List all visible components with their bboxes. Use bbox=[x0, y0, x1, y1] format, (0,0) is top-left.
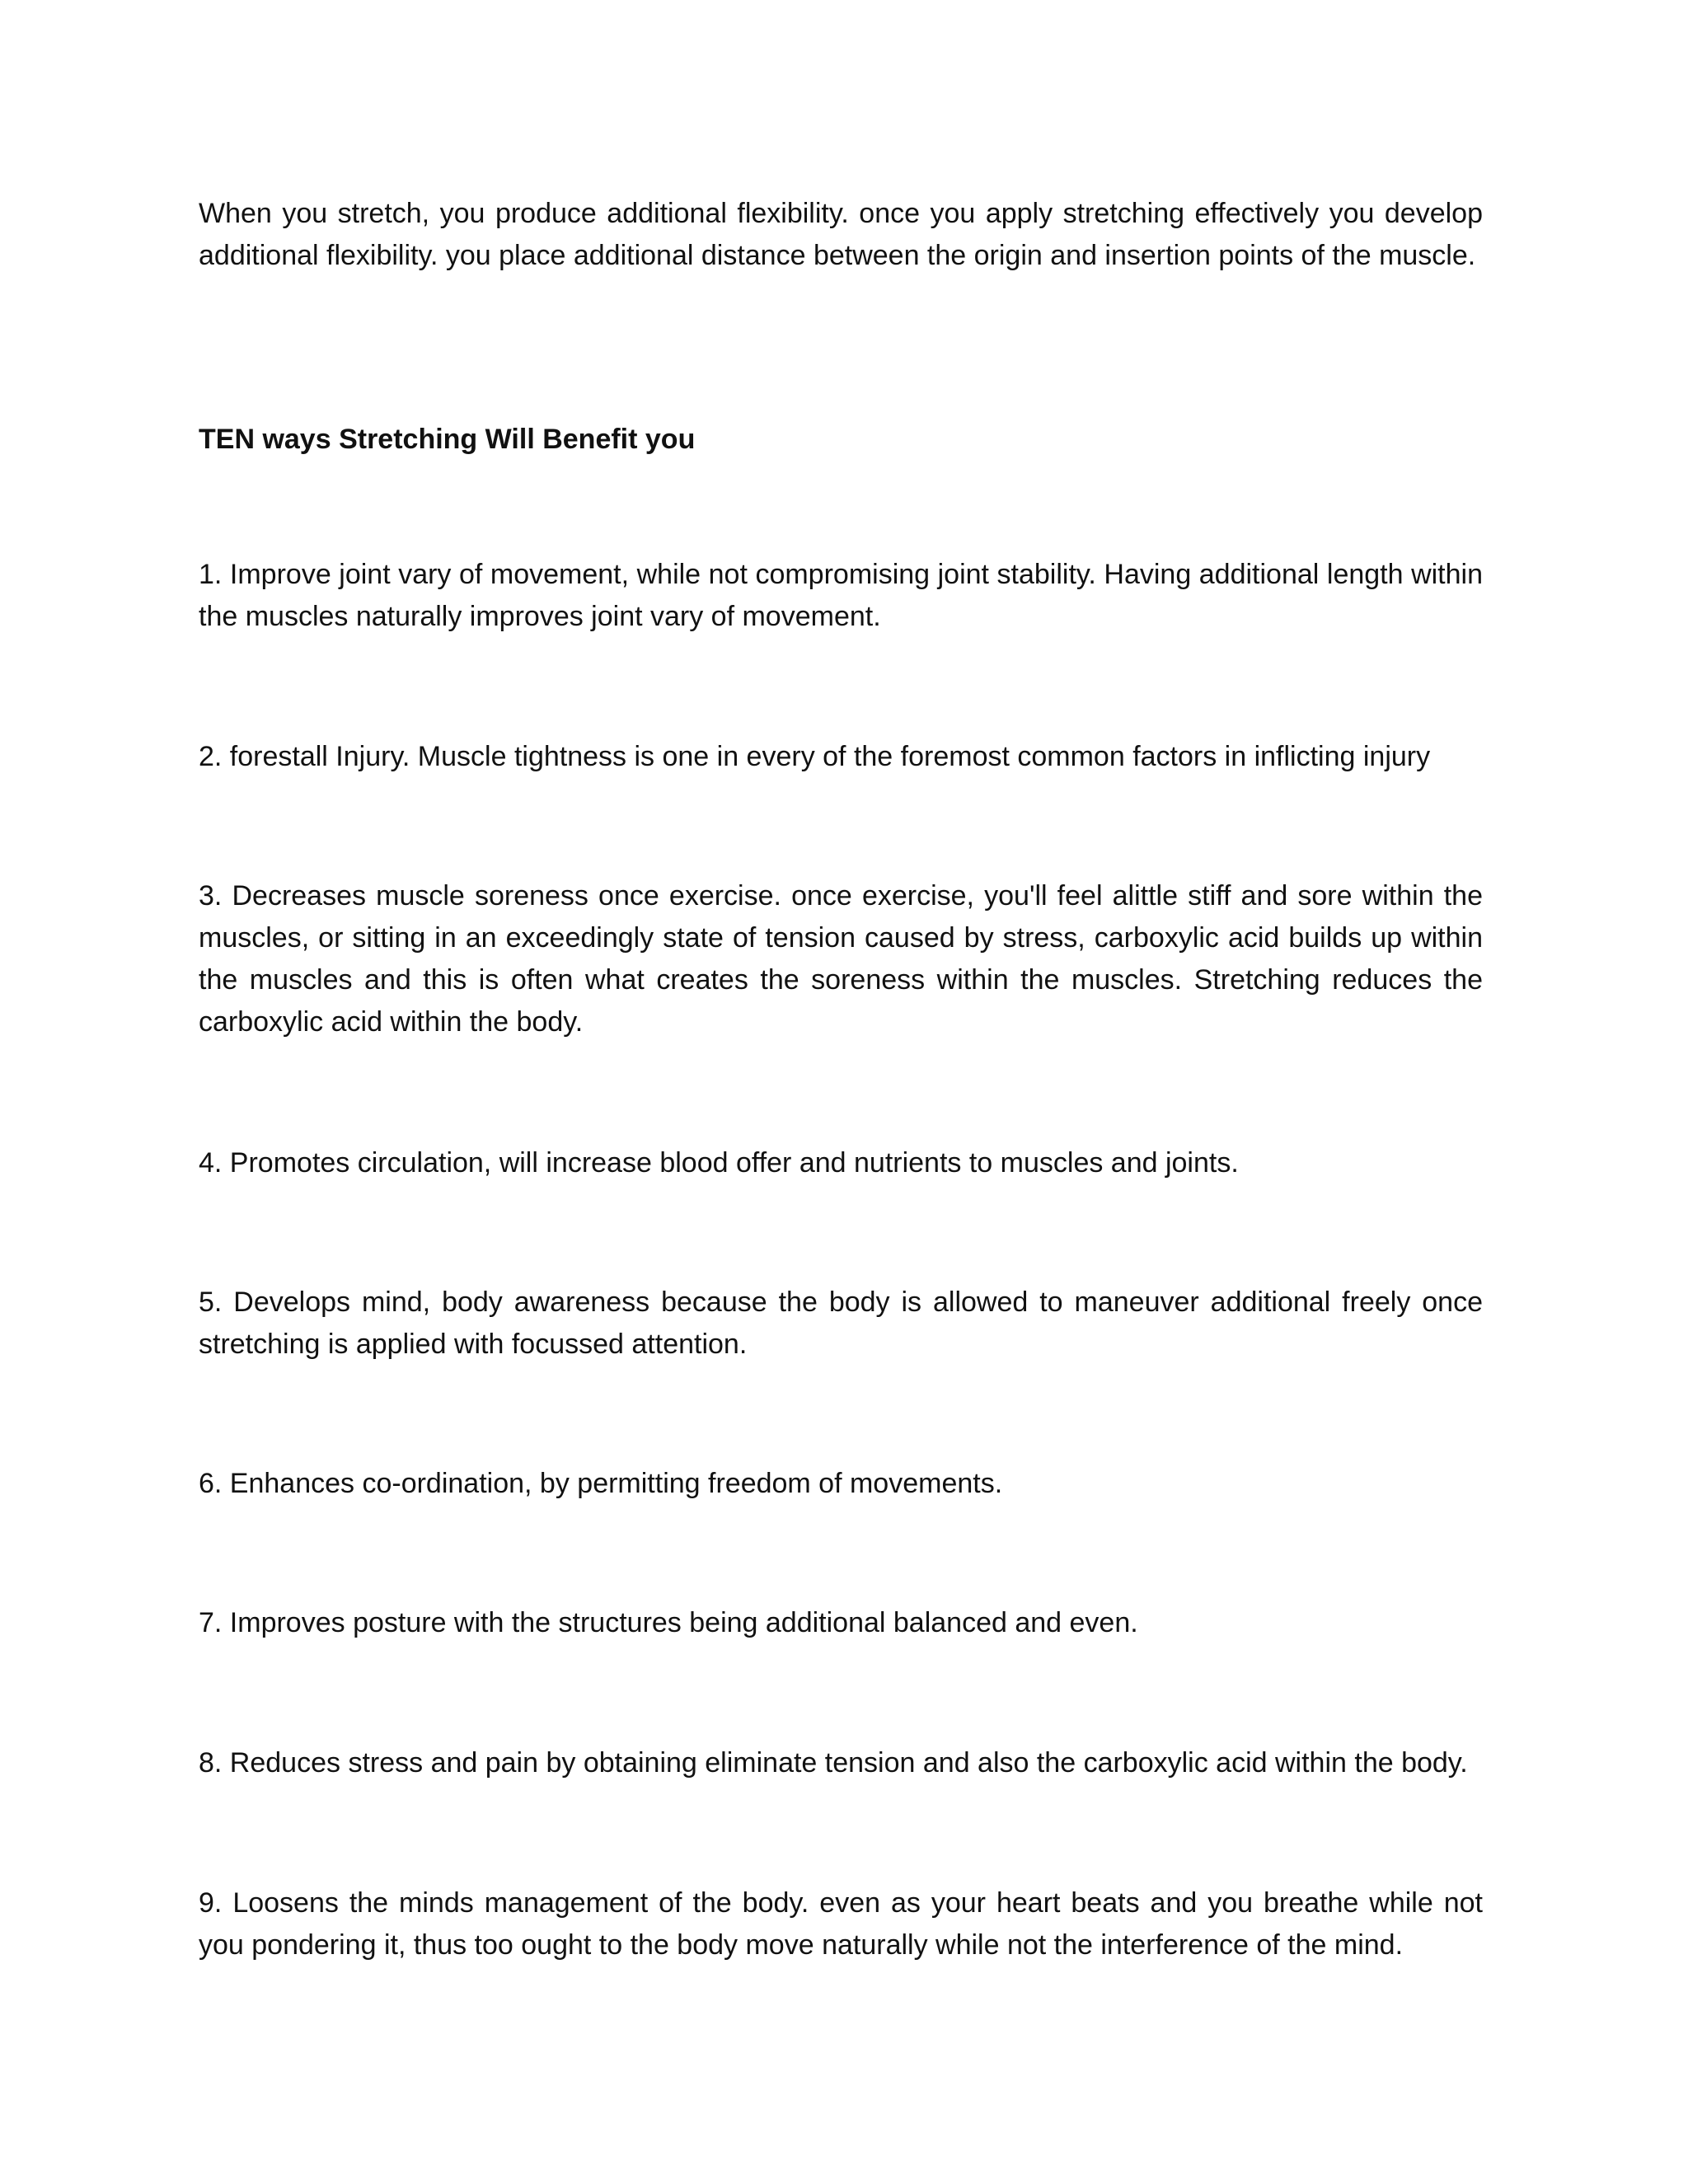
list-item-3: 3. Decreases muscle soreness once exercise. once exercise, you'll feel alittle stiff and sore within the muscles, or sitting in an exceedingly state of tension caused by stress, carboxylic acid builds up within the muscles and this is often what creates the soreness within the muscles. Stretching reduces the carboxylic acid within the body. bbox=[199, 880, 1483, 1038]
intro-paragraph: When you stretch, you produce additional flexibility. once you apply stretching effectively you develop additional flexibility. you place additional distance between the origin and insertion points of the muscle. bbox=[199, 198, 1483, 271]
list-item-7: 7. Improves posture with the structures being additional balanced and even. bbox=[199, 1607, 1138, 1638]
section-heading: TEN ways Stretching Will Benefit you bbox=[199, 424, 696, 455]
list-item-9: 9. Loosens the minds management of the body. even as your heart beats and you breathe while not you pondering it, thus too ought to the body move naturally while not the interference of the mind. bbox=[199, 1887, 1483, 1961]
list-item-8: 8. Reduces stress and pain by obtaining eliminate tension and also the carboxylic acid within the body. bbox=[199, 1747, 1468, 1779]
list-item-1: 1. Improve joint vary of movement, while not compromising joint stability. Having additional length within the muscles naturally improves joint vary of movement. bbox=[199, 559, 1483, 632]
list-item-6: 6. Enhances co-ordination, by permitting freedom of movements. bbox=[199, 1468, 1003, 1499]
list-item-2: 2. forestall Injury. Muscle tightness is one in every of the foremost common factors in inflicting injury bbox=[199, 741, 1431, 772]
list-item-4: 4. Promotes circulation, will increase blood offer and nutrients to muscles and joints. bbox=[199, 1147, 1239, 1179]
list-item-5: 5. Develops mind, body awareness because the body is allowed to maneuver additional freely once stretching is applied with focussed attention. bbox=[199, 1286, 1483, 1360]
